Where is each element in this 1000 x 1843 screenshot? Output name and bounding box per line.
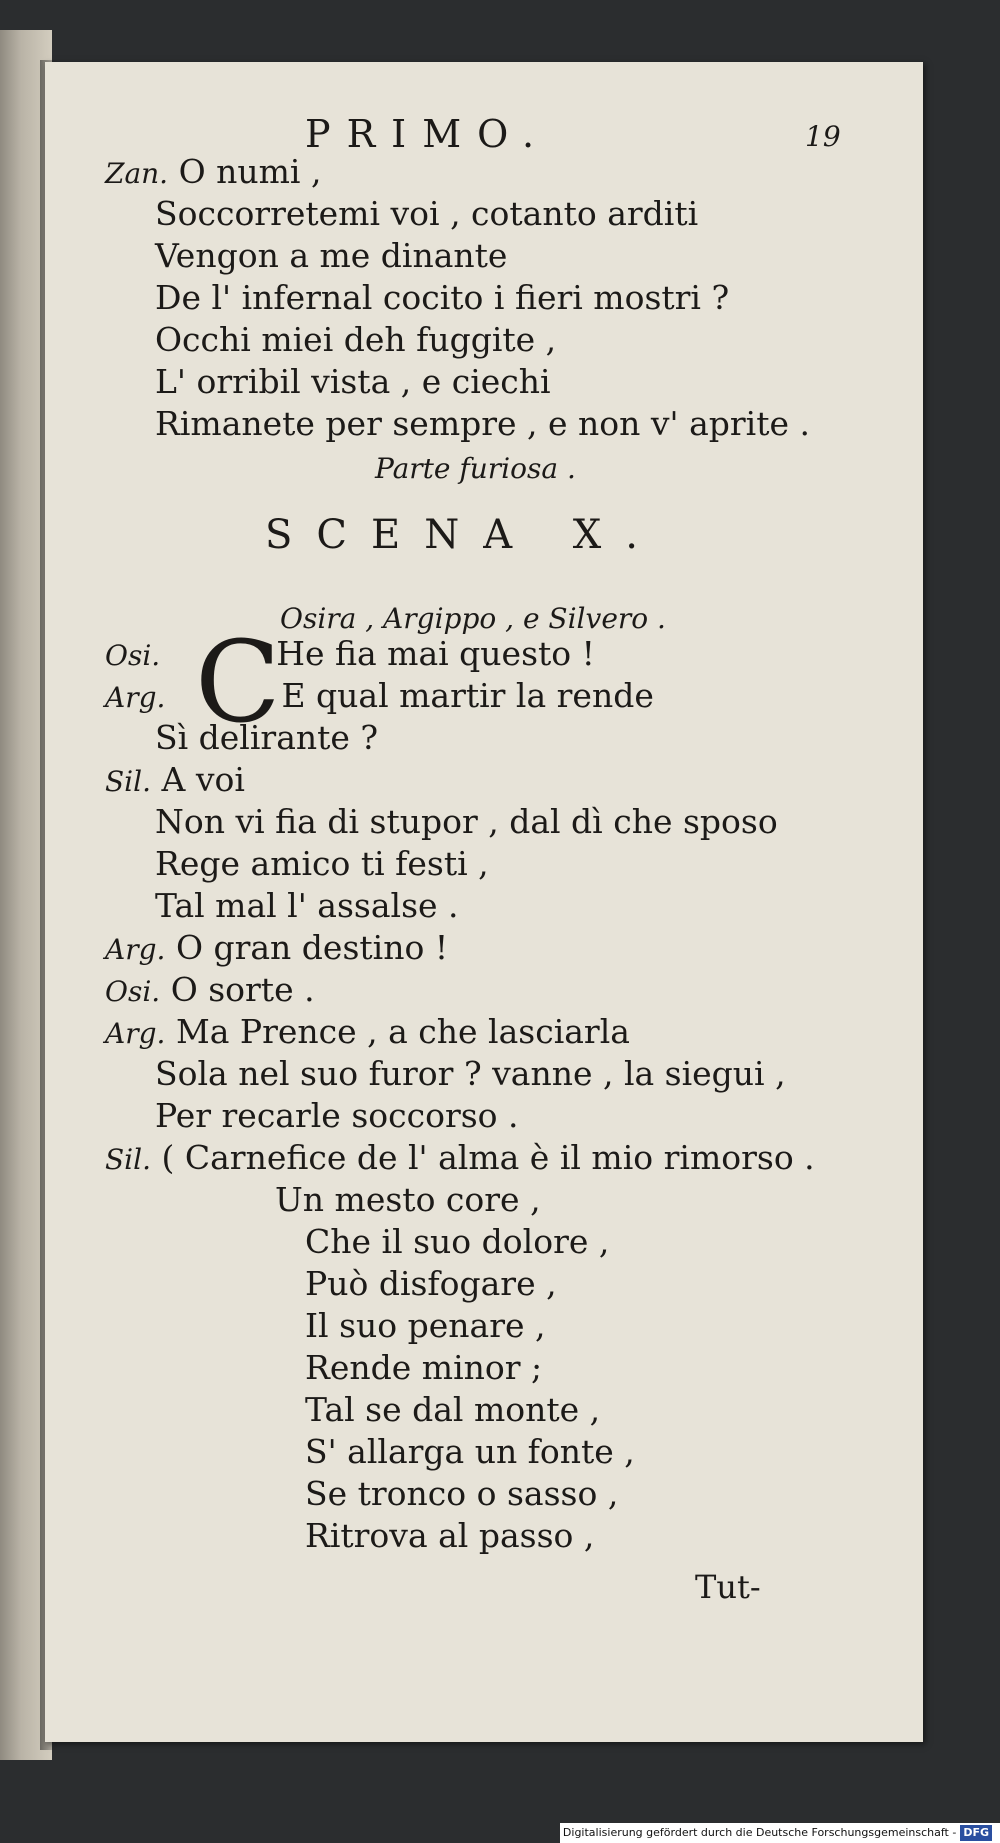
verse-line: Vengon a me dinante <box>155 236 508 275</box>
verse-line: Non vi fia di stupor , dal dì che sposo <box>155 802 778 841</box>
verse-line: Per recarle soccorso . <box>155 1096 519 1135</box>
verse-text: O sorte . <box>170 970 315 1009</box>
verse-text: He fia mai questo ! <box>276 634 595 673</box>
verse-line: Tal mal l' assalse . <box>155 886 459 925</box>
aria-line: Rende minor ; <box>305 1348 543 1387</box>
verse-line: L' orribil vista , e ciechi <box>155 362 551 401</box>
speaker-label: Arg. <box>105 1017 166 1050</box>
aria-line: Un mesto core , <box>275 1180 541 1219</box>
verse-line: Soccorretemi voi , cotanto arditi <box>155 194 699 233</box>
verse-text: Ma Prence , a che lasciarla <box>175 1012 630 1051</box>
verse-line: Rimanete per sempre , e non v' aprite . <box>155 404 810 443</box>
verse-line: Sì delirante ? <box>155 718 379 757</box>
speaker-label: Osi. <box>105 975 161 1008</box>
page-number: 19 <box>805 120 841 153</box>
drop-cap: C <box>195 618 281 748</box>
verse-line <box>105 1138 815 1180</box>
verse-line: Sola nel suo furor ? vanne , la siegui , <box>155 1054 786 1093</box>
stage-direction: Parte furiosa . <box>375 452 576 485</box>
speaker-label: Arg. <box>105 681 166 714</box>
verse-line <box>105 760 245 802</box>
footer-text: Digitalisierung gefördert durch die Deutsche Forschungsgemeinschaft - <box>562 1826 957 1839</box>
speaker-label: Zan. <box>105 157 169 190</box>
aria-line: Tal se dal monte , <box>305 1390 601 1429</box>
aria-line: Può disfogare , <box>305 1264 557 1303</box>
verse-line <box>105 970 315 1012</box>
verse-line <box>105 634 595 676</box>
verse-text: A voi <box>161 760 245 799</box>
character-list: Osira , Argippo , e Silvero . <box>280 602 666 635</box>
aria-line: Che il suo dolore , <box>305 1222 610 1261</box>
catchword: Tut- <box>695 1568 761 1606</box>
speaker-label: Arg. <box>105 933 166 966</box>
speaker-label: Sil. <box>105 1143 151 1176</box>
verse-text: E qual martir la rende <box>281 676 654 715</box>
dfg-logo: DFG <box>960 1825 992 1841</box>
verse-line: Occhi miei deh fuggite , <box>155 320 557 359</box>
running-title: PRIMO. <box>305 112 551 156</box>
digitization-footer <box>560 1823 1000 1843</box>
verse-line: Rege amico ti festi , <box>155 844 489 883</box>
verse-text: O numi , <box>178 152 322 191</box>
verse-line <box>105 928 448 970</box>
speaker-label: Osi. <box>105 639 161 672</box>
scene-title: SCENA X. <box>265 512 662 558</box>
verse-line: De l' infernal cocito i fieri mostri ? <box>155 278 730 317</box>
verse-line <box>105 1012 630 1054</box>
verse-text: ( Carnefice de l' alma è il mio rimorso . <box>161 1138 815 1177</box>
verse-text: O gran destino ! <box>175 928 449 967</box>
book-page <box>45 62 923 1742</box>
verse-line <box>105 152 321 194</box>
speaker-label: Sil. <box>105 765 151 798</box>
aria-line: Se tronco o sasso , <box>305 1474 619 1513</box>
aria-line: Ritrova al passo , <box>305 1516 595 1555</box>
aria-line: Il suo penare , <box>305 1306 546 1345</box>
aria-line: S' allarga un fonte , <box>305 1432 635 1471</box>
verse-line <box>105 676 654 718</box>
